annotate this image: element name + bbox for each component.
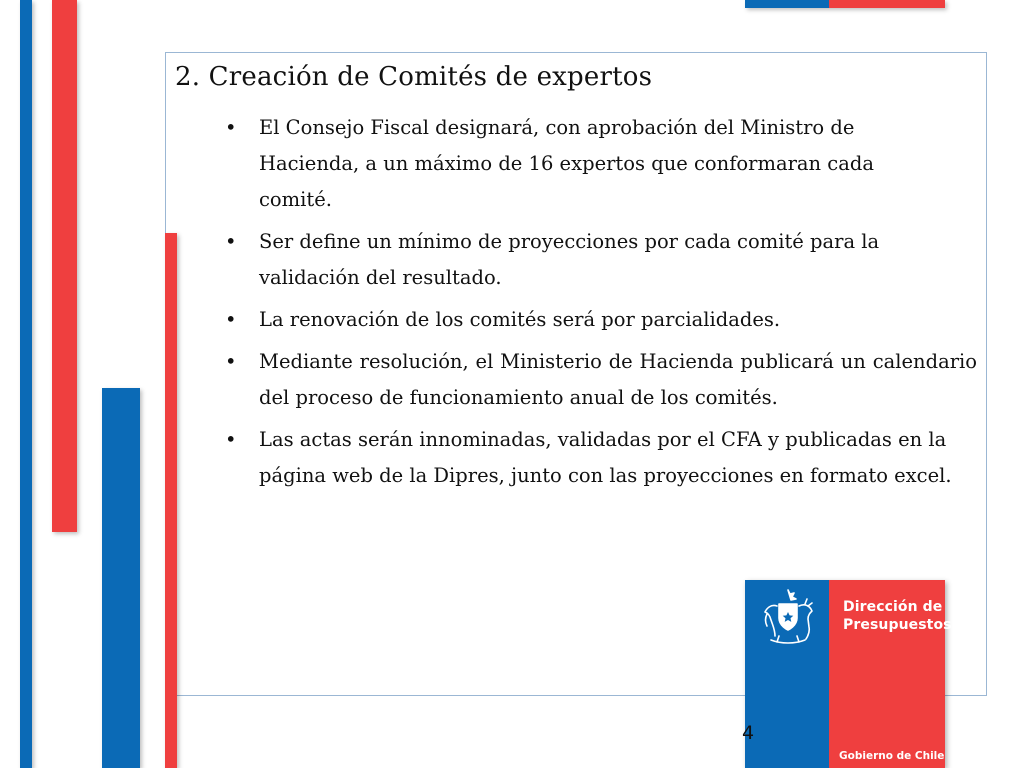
chile-coat-of-arms-icon xyxy=(755,584,821,650)
logo-title-line-2: Presupuestos xyxy=(843,617,952,633)
bullet-dot-icon: • xyxy=(225,350,237,373)
bullet-text: La renovación de los comités será por parcialidades. xyxy=(259,308,781,331)
decor-top-strip xyxy=(745,0,945,8)
decor-bar-blue-left xyxy=(20,0,32,768)
decor-top-strip-blue xyxy=(745,0,829,8)
logo-footer-text: Gobierno de Chile xyxy=(839,750,945,762)
page-number: 4 xyxy=(742,722,755,744)
slide-title: 2. Creación de Comités de expertos xyxy=(175,62,653,92)
decor-bar-red-left xyxy=(52,0,77,532)
logo-red-column xyxy=(829,580,952,768)
decor-bar-red-inner xyxy=(165,233,177,768)
bullet-dot-icon: • xyxy=(225,116,237,139)
bullet-text: Las actas serán innominadas, validadas por el CFA y publicadas en la página web de la Dipres, junto con las proyecciones en formato excel. xyxy=(259,428,952,487)
bullet-item xyxy=(225,302,977,338)
bullet-dot-icon: • xyxy=(225,308,237,331)
bullet-text: Mediante resolución, el Ministerio de Hacienda publicará un calendario del proceso de funcionamiento anual de los comités. xyxy=(259,350,977,409)
decor-top-strip-red xyxy=(829,0,945,8)
bullet-list xyxy=(225,110,977,500)
bullet-dot-icon: • xyxy=(225,428,237,451)
bullet-item xyxy=(225,110,977,218)
bullet-item xyxy=(225,422,977,494)
bullet-item xyxy=(225,224,977,296)
bullet-item xyxy=(225,344,977,416)
logo-title-line-1: Dirección de xyxy=(843,599,943,615)
decor-bar-blue-short xyxy=(102,388,140,768)
dipres-logo xyxy=(745,580,952,768)
bullet-text: Ser define un mínimo de proyecciones por cada comité para la validación del resultado. xyxy=(259,230,880,289)
bullet-dot-icon: • xyxy=(225,230,237,253)
logo-blue-column xyxy=(745,580,829,768)
bullet-text: El Consejo Fiscal designará, con aprobación del Ministro de Hacienda, a un máximo de 16 expertos que conformaran cada comité. xyxy=(259,116,874,211)
